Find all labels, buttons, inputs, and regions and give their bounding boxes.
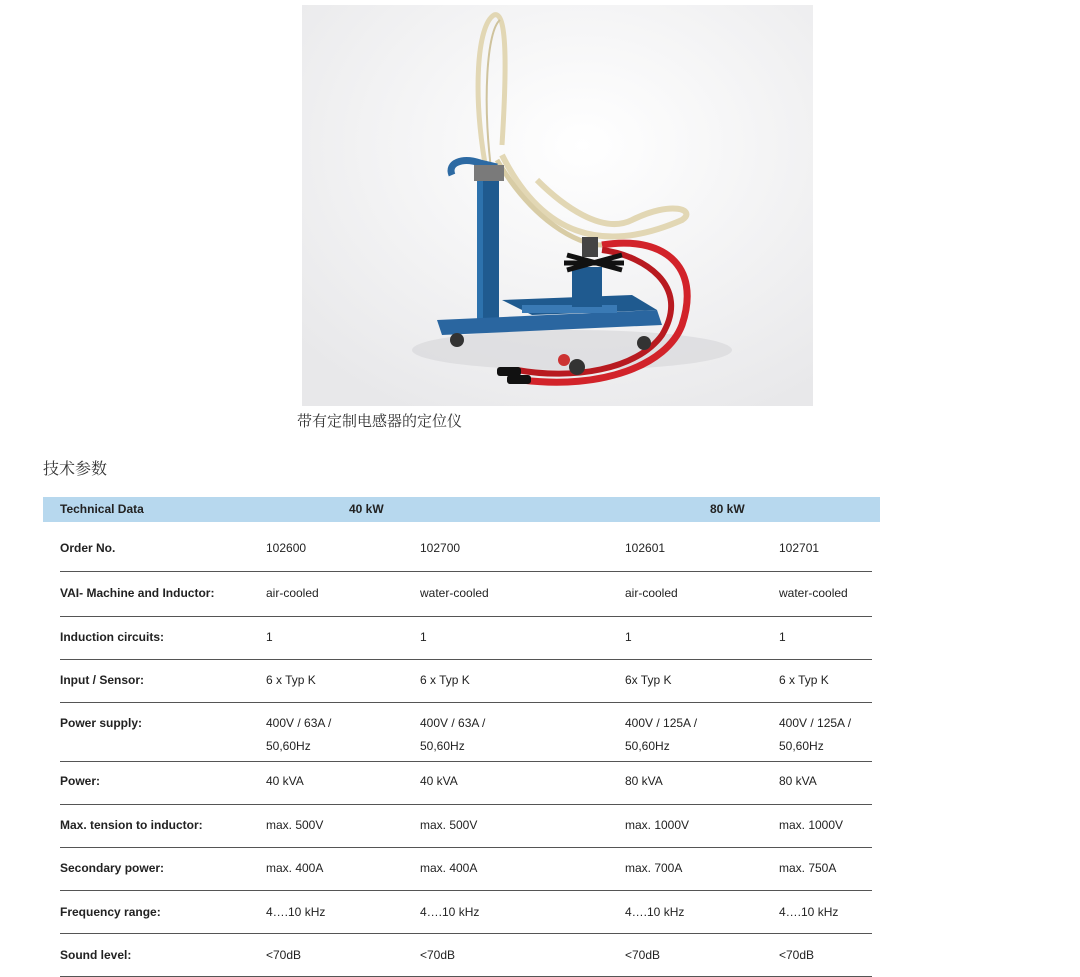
row-label: Sound level:: [60, 948, 132, 962]
cell: <70dB: [266, 948, 302, 962]
table-row: [60, 522, 872, 572]
cell: max. 500V: [266, 818, 324, 832]
cell: 50,60Hz: [779, 739, 824, 753]
cell: 50,60Hz: [266, 739, 311, 753]
cell: 80 kVA: [625, 774, 663, 788]
row-label: Input / Sensor:: [60, 673, 144, 687]
cell: water-cooled: [779, 586, 848, 600]
row-label: Power supply:: [60, 716, 143, 730]
cell: 6x Typ K: [625, 673, 672, 687]
row-label: Secondary power:: [60, 861, 165, 875]
header-40kw: 40 kW: [349, 502, 384, 516]
cell: 1: [779, 630, 786, 644]
cell: 50,60Hz: [625, 739, 670, 753]
cell: 102700: [420, 541, 461, 555]
cell: 80 kVA: [779, 774, 817, 788]
row-label: Order No.: [60, 541, 116, 555]
cell: <70dB: [779, 948, 815, 962]
cell: max. 400A: [420, 861, 478, 875]
cell: 6 x Typ K: [266, 673, 316, 687]
table-header: [43, 497, 880, 522]
table-row: [60, 617, 872, 660]
cell: <70dB: [420, 948, 456, 962]
cell: 50,60Hz: [420, 739, 465, 753]
table-row: [60, 891, 872, 934]
cell: 40 kVA: [266, 774, 304, 788]
row-label: Frequency range:: [60, 905, 161, 919]
cell: 400V / 125A /: [779, 716, 852, 730]
cell: water-cooled: [420, 586, 489, 600]
cell: <70dB: [625, 948, 661, 962]
header-technical-data: Technical Data: [60, 502, 144, 516]
table-row: [60, 572, 872, 617]
cell: 102600: [266, 541, 307, 555]
cell: air-cooled: [266, 586, 319, 600]
cell: 6 x Typ K: [779, 673, 829, 687]
cell: 400V / 63A /: [420, 716, 486, 730]
row-label: Induction circuits:: [60, 630, 165, 644]
cell: 6 x Typ K: [420, 673, 470, 687]
table-row: [60, 703, 872, 762]
section-title: 技术参数: [43, 459, 108, 478]
cell: 4….10 kHz: [266, 905, 326, 919]
row-label: VAI- Machine and Inductor:: [60, 586, 215, 600]
table-row: [60, 934, 872, 977]
cell: 40 kVA: [420, 774, 458, 788]
cell: 400V / 63A /: [266, 716, 332, 730]
product-photo: [302, 5, 813, 406]
cell: 4….10 kHz: [420, 905, 480, 919]
table-row: [60, 805, 872, 848]
cell: max. 1000V: [779, 818, 844, 832]
cell: 1: [266, 630, 273, 644]
photo-caption: 带有定制电感器的定位仪: [297, 412, 463, 430]
table-row: [60, 848, 872, 891]
cell: 102601: [625, 541, 666, 555]
header-80kw: 80 kW: [710, 502, 745, 516]
cell: air-cooled: [625, 586, 678, 600]
table-row: [60, 660, 872, 703]
cell: 4….10 kHz: [625, 905, 685, 919]
row-label: Max. tension to inductor:: [60, 818, 203, 832]
technical-data-table: [43, 497, 880, 977]
cell: 4….10 kHz: [779, 905, 839, 919]
cell: 1: [625, 630, 632, 644]
cell: max. 500V: [420, 818, 478, 832]
cell: max. 1000V: [625, 818, 690, 832]
cell: max. 700A: [625, 861, 683, 875]
cell: 400V / 125A /: [625, 716, 698, 730]
cell: max. 750A: [779, 861, 837, 875]
row-label: Power:: [60, 774, 101, 788]
cell: max. 400A: [266, 861, 324, 875]
cell: 102701: [779, 541, 820, 555]
cell: 1: [420, 630, 427, 644]
table-row: [60, 762, 872, 805]
